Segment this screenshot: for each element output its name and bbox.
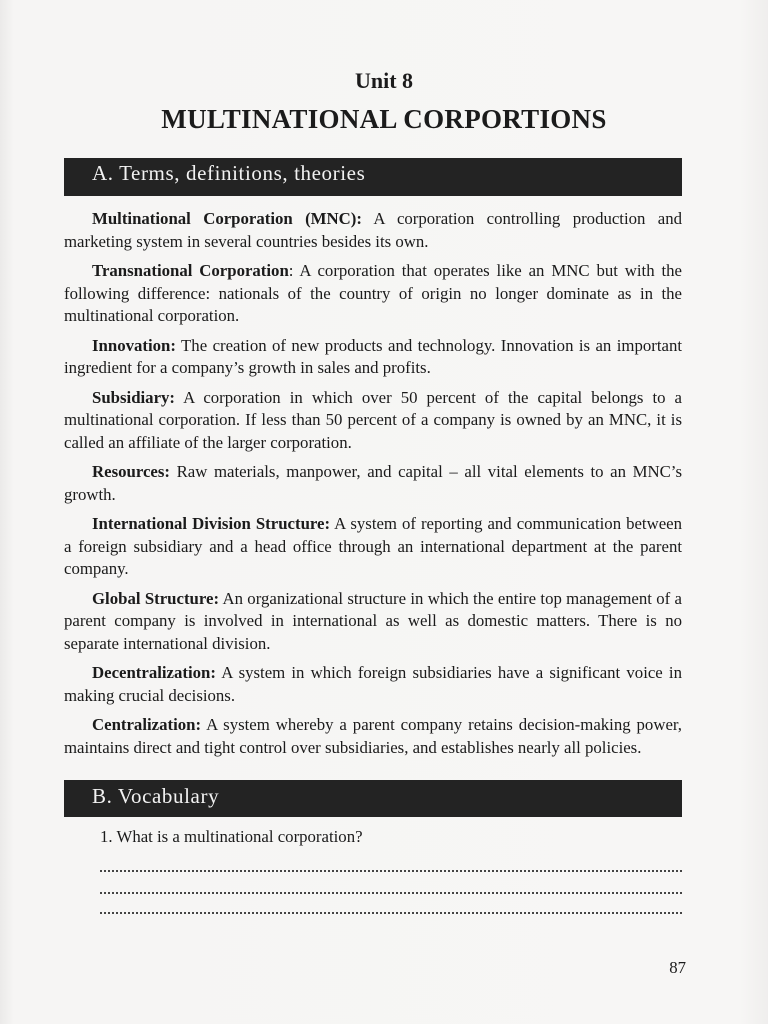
section-a-heading: A. Terms, definitions, theories	[64, 158, 682, 196]
term-entry-global-structure	[64, 588, 682, 656]
term-entry-transnational	[64, 260, 682, 328]
term-definition: A system in which foreign subsidiaries have a significant voice in making crucial decisions.	[64, 663, 682, 705]
term-entry-mnc	[64, 208, 682, 253]
term-entry-international-division	[64, 513, 682, 581]
term-entry-centralization	[64, 714, 682, 759]
vocabulary-question: 1. What is a multinational corporation?	[100, 827, 363, 846]
unit-label: Unit 8	[354, 68, 414, 93]
term-entry-decentralization	[64, 662, 682, 707]
term-name: Innovation:	[92, 335, 176, 355]
term-definition: Raw materials, manpower, and capital – all vital elements to an MNC’s growth.	[64, 462, 682, 504]
term-definition: A system whereby a parent company retains decision-making power, maintains direct and tight control over subsidiaries, and establishes nearly all policies.	[64, 715, 682, 757]
term-name: Subsidiary:	[92, 387, 176, 407]
answer-line	[100, 912, 682, 914]
term-name: Global Structure:	[92, 588, 220, 608]
term-definition: : A corporation that operates like an MNC but with the following difference: nationals of the country of origin no longer dominate as in the multinational corporation.	[64, 261, 682, 325]
page-title: MULTINATIONAL CORPORTIONS	[161, 104, 607, 134]
terms-list	[64, 208, 682, 766]
term-definition: An organizational structure in which the entire top management of a parent company is involved in international as well as domestic matters. There is no separate international division.	[64, 588, 682, 653]
term-definition: A corporation in which over 50 percent of the capital belongs to a multinational corporation. If less than 50 percent of a company is owned by an MNC, it is called an affiliate of the larger corporation.	[64, 387, 682, 452]
term-entry-subsidiary	[64, 387, 682, 455]
term-entry-innovation	[64, 335, 682, 380]
term-name: Transnational Corporation	[92, 261, 289, 280]
term-name: Decentralization:	[92, 663, 216, 682]
term-definition: The creation of new products and technology. Innovation is an important ingredient for a company’s growth in sales and profits.	[64, 335, 682, 377]
term-name: International Division Structure:	[92, 514, 331, 533]
term-definition: A corporation controlling production and marketing system in several countries besides its own.	[64, 209, 683, 251]
answer-line	[100, 892, 682, 894]
answer-line	[100, 870, 682, 872]
page-number: 87	[669, 958, 686, 977]
section-b-heading: B. Vocabulary	[64, 780, 682, 817]
term-entry-resources	[64, 461, 682, 506]
term-definition: A system of reporting and communication between a foreign subsidiary and a head office through an international department at the parent company.	[64, 514, 682, 578]
term-name: Centralization:	[92, 715, 202, 734]
term-name: Resources:	[92, 462, 170, 481]
term-name: Multinational Corporation (MNC):	[92, 209, 362, 228]
